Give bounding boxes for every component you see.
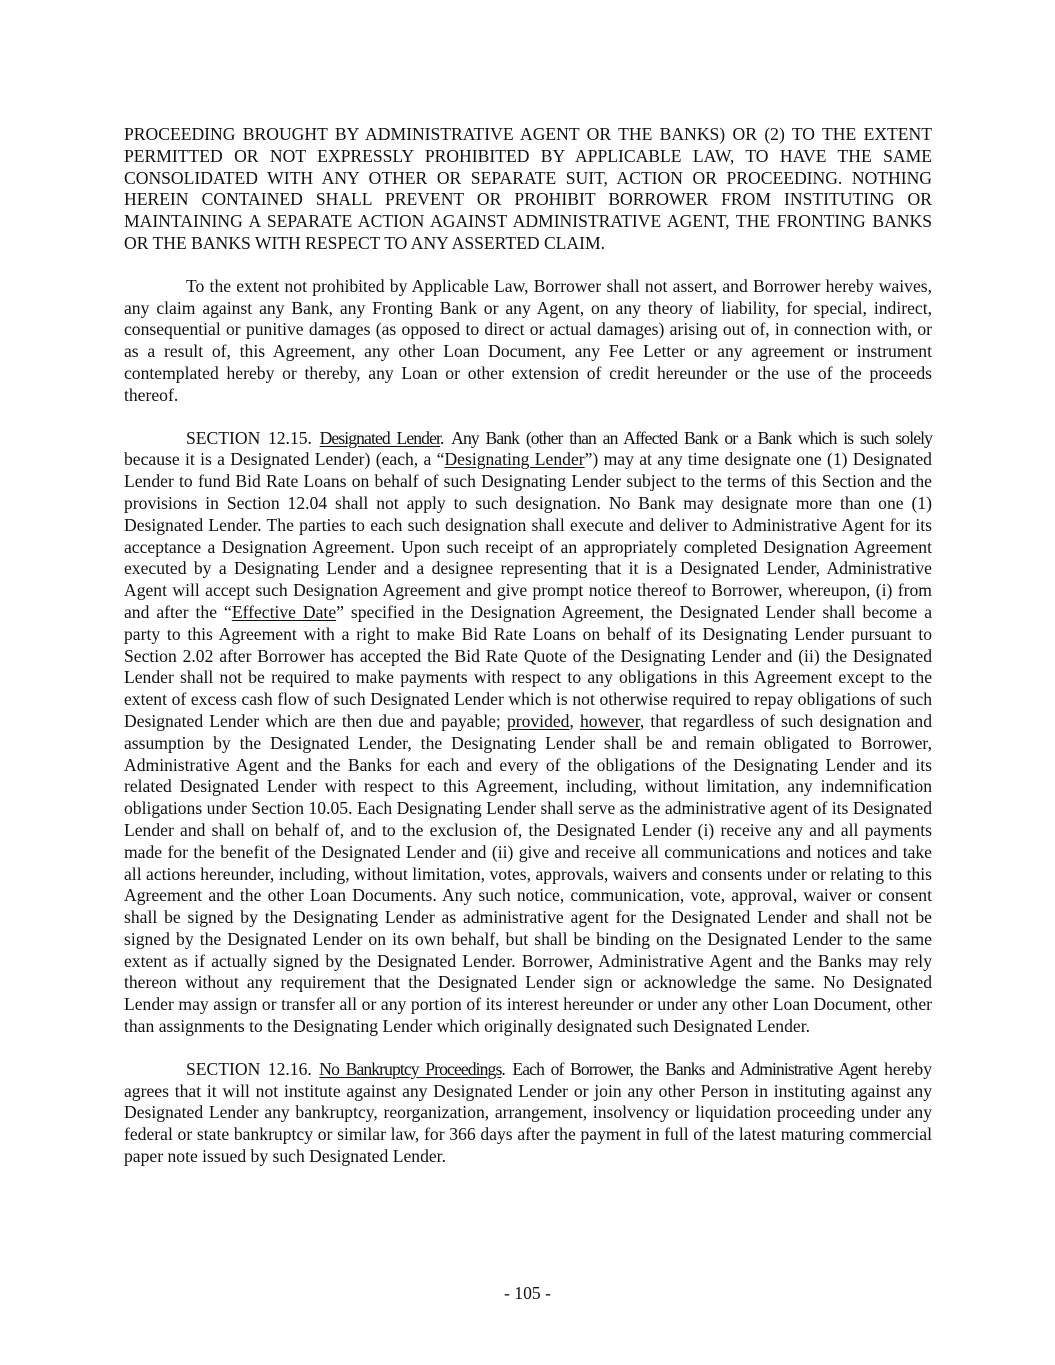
section-12-16: SECTION 12.16. No Bankruptcy Proceedings. Each of Borrower, the Banks and Administrative Agent hereby agrees that it will not institute against any Designated Lender or join any other Person in instituting against any Designated Lender any bankruptcy, reorganization, arrangement, insolvency or liquidation proceeding under any federal or state bankruptcy or similar law, for 366 days after the payment in full of the latest maturing commercial paper note issued by such Designated Lender. <box>124 1058 932 1167</box>
paragraph-damages-waiver: To the extent not prohibited by Applicable Law, Borrower shall not assert, and Borrower hereby waives, any claim against any Bank, any Fronting Bank or any Agent, on any theory of liability, for special, indirect, consequential or punitive damages (as opposed to direct or actual damages) arising out of, in connection with, or as a result of, this Agreement, any other Loan Document, any Fee Letter or any agreement or instrument contemplated hereby or thereby, any Loan or other extension of credit hereunder or the use of the proceeds thereof. <box>124 275 932 405</box>
section-12-16-number: SECTION 12.16. <box>186 1058 312 1079</box>
section-12-15-text-4: , that regardless of such designation and assumption by the Designated Lender, the Designating Lender shall be and remain obligated to Borrower, Administrative Agent and the Banks for each and every of the obligations of the Designating Lender and its related Designated Lender with respect to this Agreement, including, without limitation, any indemnification obligations under Section 10.05. Each Designating Lender shall serve as the administrative agent of its Designated Lender and shall on behalf of, and to the exclusion of, the Designated Lender (i) receive any and all payments made for the benefit of the Designated Lender and (ii) give and receive all communications and notices and take all actions hereunder, including, without limitation, votes, approvals, waivers and consents under or relating to this Agreement and the other Loan Documents. Any such notice, communication, vote, approval, waiver or consent shall be signed by the Designating Lender as administrative agent for the Designated Lender and shall not be signed by the Designated Lender on its own behalf, but shall be binding on the Designated Lender to the same extent as if actually signed by the Designated Lender. Borrower, Administrative Agent and the Banks may rely thereon without any requirement that the Designated Lender sign or acknowledge the same. No Designated Lender may assign or transfer all or any portion of its interest hereunder or under any other Loan Document, other than assignments to the Designating Lender which originally designated such Designated Lender. <box>124 710 932 1037</box>
section-12-16-body: hereby agrees that it will not institute against any Designated Lender or join any other Person in instituting against any Designated Lender any bankruptcy, reorganization, arrangement, insolvency or liquidation proceeding under any federal or state bankruptcy or similar law, for 366 days after the payment in full of the latest maturing commercial paper note issued by such Designated Lender. <box>124 1058 932 1167</box>
section-12-15-text-2: ”) may at any time designate one (1) Designated Lender to fund Bid Rate Loans on behalf of such Designating Lender subject to the terms of this Section and the provisions in Section 12.04 shall not apply to such designation. No Bank may designate more than one (1) Designated Lender. The parties to each such designation shall execute and deliver to Administrative Agent for its acceptance a Designation Agreement. Upon such receipt of an appropriately completed Designation Agreement executed by a Designating Lender and a designee representing that it is a Designated Lender, Administrative Agent will accept such Designation Agreement and give prompt notice thereof to Borrower, whereupon, (i) from and after the “ <box>124 449 932 622</box>
paragraph-jury-waiver-continuation: PROCEEDING BROUGHT BY ADMINISTRATIVE AGENT OR THE BANKS) OR (2) TO THE EXTENT PERMITTED OR NOT EXPRESSLY PROHIBITED BY APPLICABLE LAW, TO HAVE THE SAME CONSOLIDATED WITH ANY OTHER OR SEPARATE SUIT, ACTION OR PROCEEDING. NOTHING HEREIN CONTAINED SHALL PREVENT OR PROHIBIT BORROWER FROM INSTITUTING OR MAINTAINING A SEPARATE ACTION AGAINST ADMINISTRATIVE AGENT, THE FRONTING BANKS OR THE BANKS WITH RESPECT TO ANY ASSERTED CLAIM. <box>124 124 932 253</box>
defined-term-designating-lender: Designating Lender <box>444 449 585 470</box>
section-12-15-number: SECTION 12.15. <box>186 427 312 448</box>
section-12-16-lead: Each of Borrower, the Banks and Administrative Agent <box>512 1058 877 1079</box>
section-12-16-title: No Bankruptcy Proceedings <box>319 1058 502 1079</box>
defined-term-effective-date: Effective Date <box>231 601 337 622</box>
section-12-15-title: Designated Lender <box>319 427 440 448</box>
page-number: - 105 - <box>504 1283 551 1303</box>
section-12-15-lead: Any Bank (other than an Affected Bank or a Bank which is such solely <box>451 427 932 448</box>
document-page <box>124 124 932 1168</box>
term-provided: provided <box>506 710 570 731</box>
term-however: however <box>580 710 640 731</box>
section-12-15-text-3: ” specified in the Designation Agreement, the Designated Lender shall become a party to this Agreement with a right to make Bid Rate Loans on behalf of its Designating Lender pursuant to Section 2.02 after Borrower has accepted the Bid Rate Quote of the Designating Lender and (ii) the Designated Lender shall not be required to make payments with respect to any obligations in this Agreement except to the extent of excess cash flow of such Designated Lender which is not otherwise required to repay obligations of such Designated Lender which are then due and payable; <box>124 601 932 731</box>
section-12-15: SECTION 12.15. Designated Lender. Any Bank (other than an Affected Bank or a Bank which is such solely because it is a Designated Lender) (each, a “Designating Lender”) may at any time designate one (1) Designated Lender to fund Bid Rate Loans on behalf of such Designating Lender subject to the terms of this Section and the provisions in Section 12.04 shall not apply to such designation. No Bank may designate more than one (1) Designated Lender. The parties to each such designation shall execute and deliver to Administrative Agent for its acceptance a Designation Agreement. Upon such receipt of an appropriately completed Designation Agreement executed by a Designating Lender and a designee representing that it is a Designated Lender, Administrative Agent will accept such Designation Agreement and give prompt notice thereof to Borrower, whereupon, (i) from and after the “Effective Date” specified in the Designation Agreement, the Designated Lender shall become a party to this Agreement with a right to make Bid Rate Loans on behalf of its Designating Lender pursuant to Section 2.02 after Borrower has accepted the Bid Rate Quote of the Designating Lender and (ii) the Designated Lender shall not be required to make payments with respect to any obligations in this Agreement except to the extent of excess cash flow of such Designated Lender which is not otherwise required to repay obligations of such Designated Lender which are then due and payable; provided, however, that regardless of such designation and assumption by the Designated Lender, the Designating Lender shall be and remain obligated to Borrower, Administrative Agent and the Banks for each and every of the obligations of the Designating Lender and its related Designated Lender with respect to this Agreement, including, without limitation, any indemnification obligations under Section 10.05. Each Designating Lender shall serve as the administrative agent of its Designated Lender and shall on behalf of, and to the exclusion of, the Designated Lender (i) receive any and all payments made for the benefit of the Designated Lender and (ii) give and receive all communications and notices and take all actions hereunder, including, without limitation, votes, approvals, waivers and consents under or relating to this Agreement and the other Loan Documents. Any such notice, communication, vote, approval, waiver or consent shall be signed by the Designating Lender as administrative agent for the Designated Lender and shall not be signed by the Designated Lender on its own behalf, but shall be binding on the Designated Lender to the same extent as if actually signed by the Designated Lender. Borrower, Administrative Agent and the Banks may rely thereon without any requirement that the Designated Lender sign or acknowledge the same. No Designated Lender may assign or transfer all or any portion of its interest hereunder or under any other Loan Document, other than assignments to the Designating Lender which originally designated such Designated Lender. <box>124 427 932 1037</box>
section-12-15-text-1: because it is a Designated Lender) (each, a “ <box>124 449 445 470</box>
